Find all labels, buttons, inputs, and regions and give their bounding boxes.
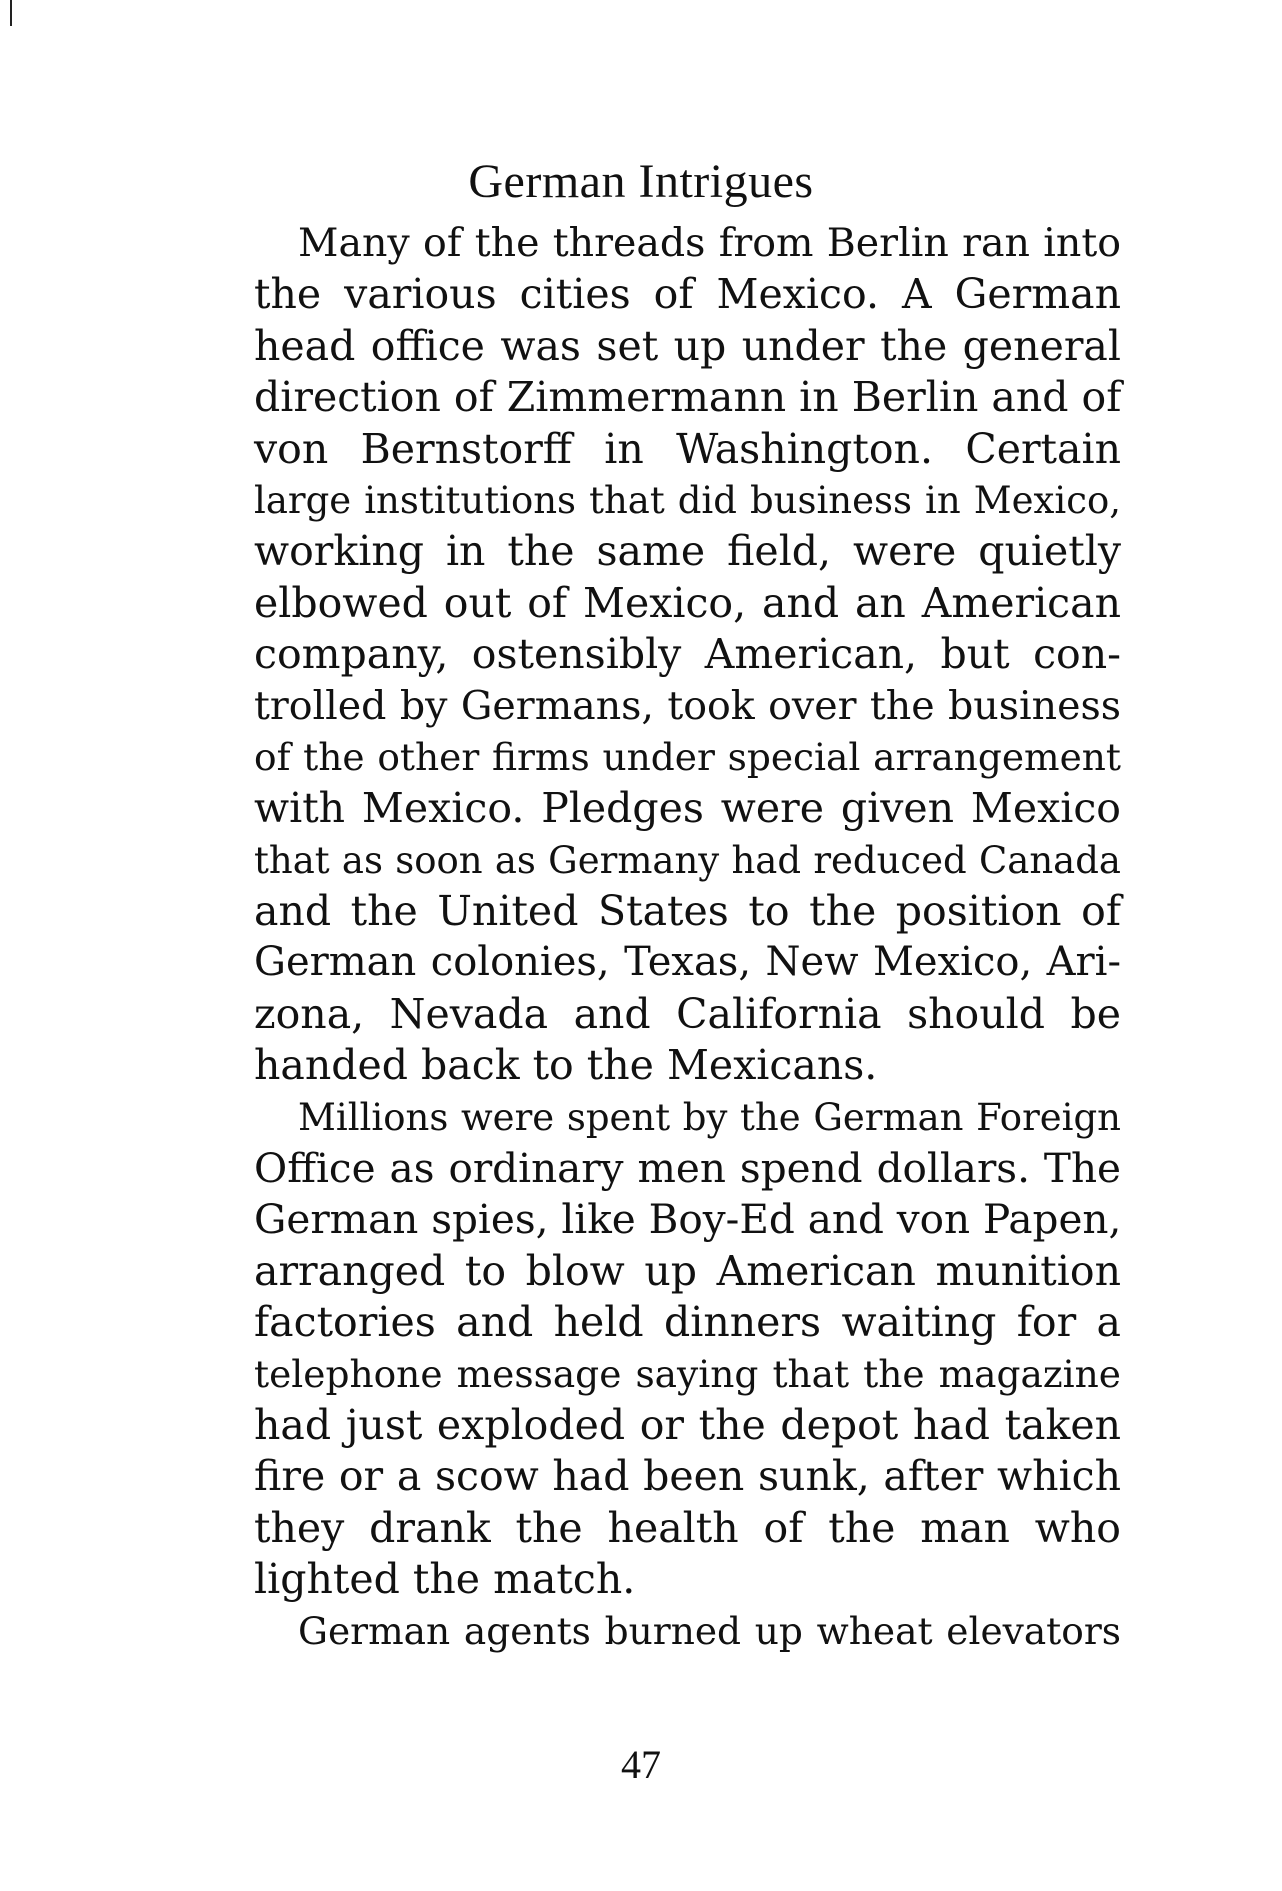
text-line: trolled by Germans, took over the business: [254, 682, 1121, 729]
text-line: arranged to blow up American munition: [254, 1246, 1121, 1295]
text-line: German colonies, Texas, New Mexico, Ari-: [254, 939, 1121, 986]
text-line: Millions were spent by the German Foreign: [298, 1095, 1121, 1139]
text-line: fire or a scow had been sunk, after which: [254, 1452, 1121, 1501]
running-head: German Intrigues: [468, 155, 814, 208]
text-line: that as soon as Germany had reduced Canada: [254, 838, 1121, 882]
text-line: zona, Nevada and California should be: [254, 989, 1121, 1038]
text-line: elbowed out of Mexico, and an American: [254, 578, 1121, 627]
text-line: of the other firms under special arrangement: [254, 734, 1121, 779]
text-line: factories and held dinners waiting for a: [254, 1298, 1121, 1347]
paragraph-2: [254, 1092, 1121, 1606]
body-text: [254, 218, 1121, 1657]
scan-edge-mark: [10, 0, 12, 26]
paragraph-1: [254, 218, 1121, 1092]
text-line: and the United States to the position of: [254, 887, 1121, 936]
text-line: had just exploded or the depot had taken: [254, 1400, 1121, 1449]
text-line: telephone message saying that the magazine: [254, 1351, 1121, 1396]
text-line: German spies, like Boy-Ed and von Papen,: [254, 1195, 1122, 1244]
text-line: the various cities of Mexico. A German: [254, 270, 1121, 319]
text-line: with Mexico. Pledges were given Mexico: [254, 784, 1121, 833]
text-line: Office as ordinary men spend dollars. The: [254, 1144, 1121, 1193]
text-line: lighted the match.: [254, 1555, 636, 1604]
paragraph-3: [254, 1606, 1121, 1657]
text-line: handed back to the Mexicans.: [254, 1041, 878, 1090]
text-line: Many of the threads from Berlin ran into: [298, 220, 1121, 266]
text-line: working in the same field, were quietly: [254, 527, 1121, 576]
text-line: direction of Zimmermann in Berlin and of: [254, 373, 1122, 422]
text-line: von Bernstorff in Washington. Certain: [254, 424, 1121, 473]
text-line: they drank the health of the man who: [254, 1503, 1121, 1552]
text-line: German agents burned up wheat elevators: [298, 1608, 1121, 1653]
text-line: head office was set up under the general: [254, 321, 1121, 370]
page-number: 47: [621, 1742, 661, 1787]
text-line: company, ostensibly American, but con-: [254, 630, 1121, 679]
text-line: large institutions that did business in Mexico,: [254, 478, 1121, 522]
